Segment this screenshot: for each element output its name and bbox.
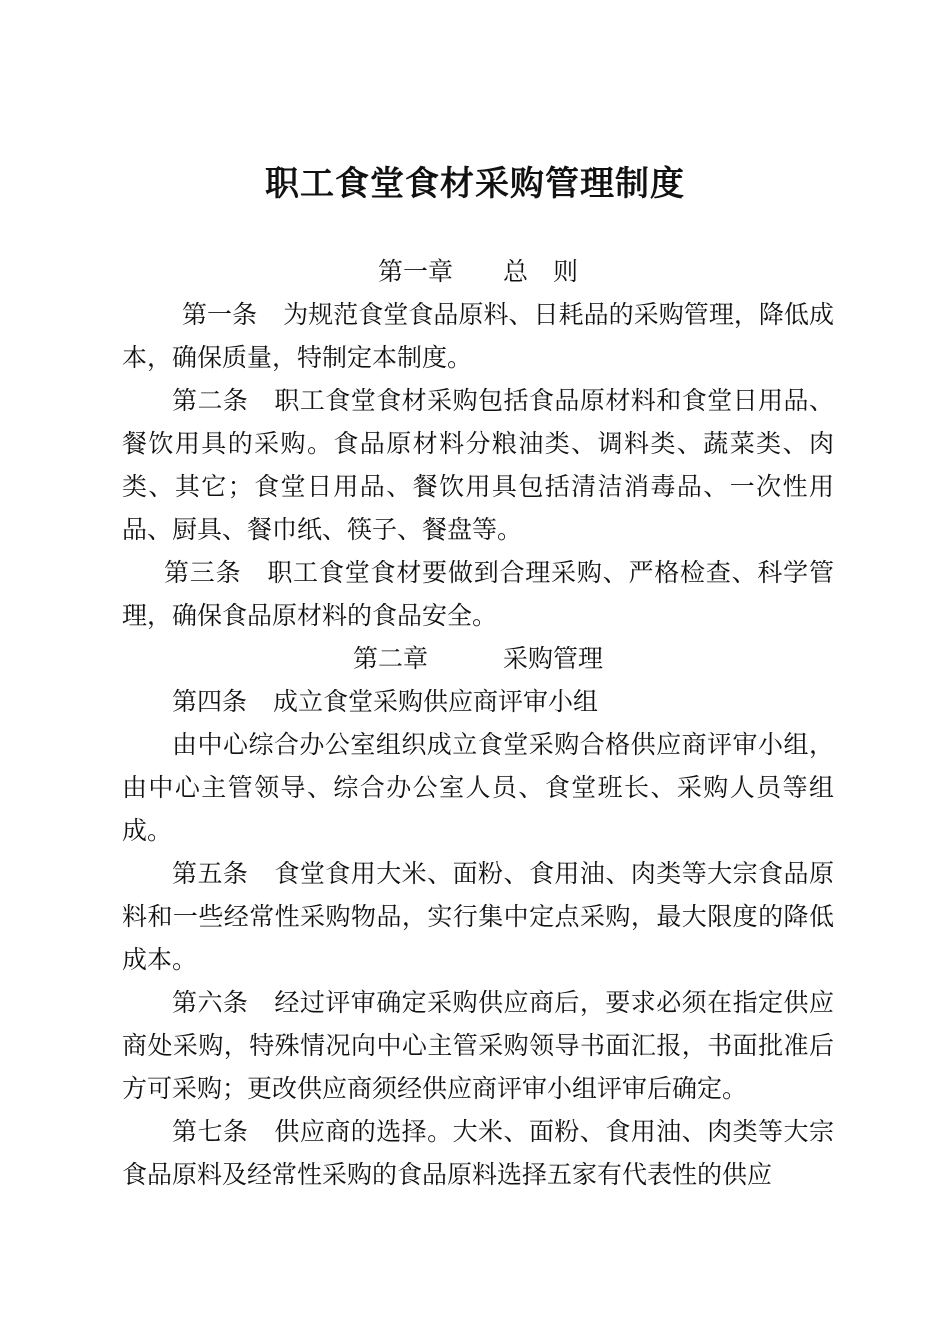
chapter-heading-1 xyxy=(122,250,834,293)
article-text: 供应商的选择。大米、面粉、食用油、肉类等大宗食品原料及经常性采购的食品原料选择五家有代表性的供应 xyxy=(122,1117,834,1189)
article-text: 成立食堂采购供应商评审小组 xyxy=(273,687,599,716)
article-2 xyxy=(122,379,834,551)
article-4 xyxy=(122,680,834,723)
article-7 xyxy=(122,1110,834,1196)
chapter-label: 第一章 xyxy=(377,257,453,286)
document-body xyxy=(122,250,834,1196)
article-number: 第二条 xyxy=(172,386,249,415)
chapter-name: 采购管理 xyxy=(503,644,604,673)
article-text: 为规范食堂食品原料、日耗品的采购管理，降低成本，确保质量，特制定本制度。 xyxy=(122,300,834,372)
article-text: 经过评审确定采购供应商后，要求必须在指定供应商处采购，特殊情况向中心主管采购领导书面汇报，书面批准后方可采购；更改供应商须经供应商评审小组评审后确定。 xyxy=(122,988,834,1103)
article-6 xyxy=(122,981,834,1110)
article-4-detail: 由中心综合办公室组织成立食堂采购合格供应商评审小组，由中心主管领导、综合办公室人员、食堂班长、采购人员等组成。 xyxy=(122,730,834,845)
document-title: 职工食堂食材采购管理制度 xyxy=(265,164,685,204)
article-text: 职工食堂食材要做到合理采购、严格检查、科学管理，确保食品原材料的食品安全。 xyxy=(122,558,834,630)
article-number: 第六条 xyxy=(172,988,249,1017)
article-text: 职工食堂食材采购包括食品原材料和食堂日用品、餐饮用具的采购。食品原材料分粮油类、调料类、蔬菜类、肉类、其它；食堂日用品、餐饮用具包括清洁消毒品、一次性用品、厨具、餐巾纸、筷子、餐盘等。 xyxy=(122,386,834,544)
article-number: 第一条 xyxy=(182,300,258,329)
article-3 xyxy=(122,551,834,637)
chapter-label: 第二章 xyxy=(352,644,428,673)
article-5 xyxy=(122,852,834,981)
article-number: 第七条 xyxy=(172,1117,249,1146)
article-number: 第五条 xyxy=(172,859,249,888)
chapter-heading-2 xyxy=(122,637,834,680)
chapter-name: 总 则 xyxy=(503,257,579,286)
article-1 xyxy=(122,293,834,379)
article-number: 第四条 xyxy=(172,687,248,716)
article-number: 第三条 xyxy=(164,558,242,587)
article-text: 食堂食用大米、面粉、食用油、肉类等大宗食品原料和一些经常性采购物品，实行集中定点采购，最大限度的降低成本。 xyxy=(122,859,834,974)
